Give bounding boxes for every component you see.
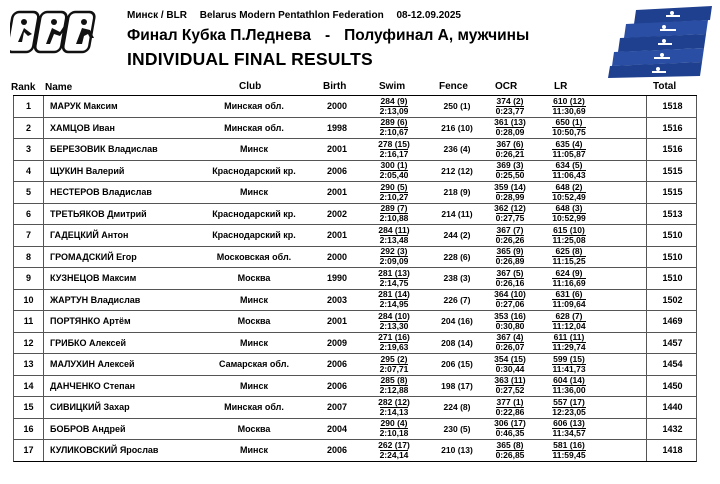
- swim-cell: [366, 96, 422, 117]
- total-points: 1418: [646, 440, 698, 461]
- birth-year: 2000: [326, 251, 348, 262]
- swim-points: 292 (3): [380, 246, 408, 257]
- swim-cell: [366, 225, 422, 246]
- total-points: 1516: [646, 139, 698, 160]
- ocr-cell: [484, 182, 536, 203]
- lr-points: 557 (17): [553, 396, 585, 407]
- total-points: 1440: [646, 397, 698, 418]
- swim-cell: [366, 290, 422, 311]
- lr-time: 11:41,73: [552, 363, 586, 374]
- club-cell: Самарская обл.: [219, 359, 289, 370]
- ocr-cell: [484, 268, 536, 289]
- table-row: [13, 268, 697, 290]
- ocr-points: 369 (3): [496, 160, 524, 171]
- table-row: [13, 204, 697, 226]
- ocr-points: 361 (13): [494, 117, 526, 128]
- lr-points: 611 (11): [553, 332, 585, 343]
- athlete-name: ДАНЧЕНКО Степан: [50, 380, 136, 391]
- page-title: INDIVIDUAL FINAL RESULTS: [127, 49, 373, 69]
- fence-points: 212 (12): [441, 165, 473, 176]
- col-total: Total: [653, 81, 677, 92]
- lr-time: 11:34,57: [552, 428, 586, 439]
- ocr-points: 359 (14): [494, 181, 526, 192]
- ocr-cell: [484, 419, 536, 440]
- athlete-name: ГРОМАДСКИЙ Егор: [50, 251, 137, 262]
- swim-points: 284 (9): [380, 95, 408, 106]
- club-cell: Минск: [240, 187, 268, 198]
- lr-points: 604 (14): [553, 375, 585, 386]
- athlete-name: БОБРОВ Андрей: [50, 423, 126, 434]
- ocr-time: 0:26,16: [495, 277, 525, 288]
- table-row: [13, 354, 697, 376]
- lr-cell: [540, 333, 598, 354]
- birth-year: 2006: [326, 445, 348, 456]
- ocr-time: 0:22,86: [495, 406, 525, 417]
- lr-cell: [540, 354, 598, 375]
- ocr-cell: [484, 333, 536, 354]
- lr-points: 615 (10): [553, 224, 585, 235]
- swim-points: 278 (15): [378, 138, 410, 149]
- swim-points: 295 (2): [380, 353, 408, 364]
- col-lr: LR: [554, 81, 568, 92]
- ocr-time: 0:26,21: [495, 148, 525, 159]
- swim-points: 262 (17): [378, 439, 410, 450]
- table-row: [13, 247, 697, 269]
- col-club: Club: [239, 81, 262, 92]
- ocr-time: 0:27,75: [495, 213, 525, 224]
- ocr-cell: [484, 376, 536, 397]
- event-dates: 08-12.09.2025: [396, 10, 461, 21]
- lr-time: 12:23,05: [552, 406, 586, 417]
- swim-time: 2:14,95: [379, 299, 409, 310]
- total-points: 1516: [646, 118, 698, 139]
- swim-cell: [366, 139, 422, 160]
- ocr-cell: [484, 118, 536, 139]
- competition-title: [127, 27, 529, 45]
- birth-year: 2006: [326, 380, 348, 391]
- ocr-points: 362 (12): [494, 203, 526, 214]
- ocr-time: 0:30,44: [495, 363, 525, 374]
- rank-cell: 17: [14, 440, 44, 461]
- total-points: 1454: [646, 354, 698, 375]
- swim-cell: [366, 419, 422, 440]
- lr-points: 631 (6): [555, 289, 583, 300]
- swim-cell: [366, 354, 422, 375]
- ocr-points: 367 (6): [496, 138, 524, 149]
- competition-name: Финал Кубка П.Леднева: [127, 27, 311, 44]
- rank-cell: 6: [14, 204, 44, 225]
- lr-time: 11:05,87: [552, 148, 586, 159]
- birth-year: 2001: [326, 230, 348, 241]
- ocr-points: 364 (10): [494, 289, 526, 300]
- athlete-name: МАРУК Максим: [50, 101, 118, 112]
- ocr-time: 0:23,77: [495, 105, 525, 116]
- total-points: 1457: [646, 333, 698, 354]
- total-points: 1502: [646, 290, 698, 311]
- lr-points: 628 (7): [555, 310, 583, 321]
- swim-time: 2:12,88: [379, 385, 409, 396]
- rank-cell: 4: [14, 161, 44, 182]
- ocr-time: 0:30,80: [495, 320, 525, 331]
- birth-year: 2001: [326, 316, 348, 327]
- swim-time: 2:14,75: [379, 277, 409, 288]
- lr-time: 11:09,64: [552, 299, 586, 310]
- total-points: 1518: [646, 96, 698, 117]
- ocr-points: 365 (8): [496, 439, 524, 450]
- lr-points: 581 (16): [553, 439, 585, 450]
- swim-points: 281 (14): [378, 289, 410, 300]
- fence-points: 206 (15): [441, 359, 473, 370]
- lr-time: 10:52,49: [552, 191, 586, 202]
- total-points: 1510: [646, 225, 698, 246]
- swim-points: 271 (16): [378, 332, 410, 343]
- ocr-time: 0:26,85: [495, 449, 525, 460]
- lr-cell: [540, 268, 598, 289]
- fence-points: 226 (7): [443, 294, 471, 305]
- fence-points: 214 (11): [441, 208, 473, 219]
- rank-cell: 8: [14, 247, 44, 268]
- club-cell: Минская обл.: [224, 101, 284, 112]
- lr-points: 648 (3): [555, 203, 583, 214]
- lr-cell: [540, 182, 598, 203]
- fence-points: 218 (9): [443, 187, 471, 198]
- ocr-points: 353 (16): [494, 310, 526, 321]
- col-ocr: OCR: [495, 81, 518, 92]
- ocr-cell: [484, 161, 536, 182]
- table-row: [13, 333, 697, 355]
- table-row: [13, 139, 697, 161]
- competition-stage: Полуфинал А, мужчины: [344, 27, 530, 44]
- swim-time: 2:05,40: [379, 170, 409, 181]
- fence-points: 208 (14): [441, 337, 473, 348]
- club-cell: Краснодарский кр.: [212, 230, 296, 241]
- fence-points: 236 (4): [443, 144, 471, 155]
- club-cell: Краснодарский кр.: [212, 165, 296, 176]
- table-row: [13, 161, 697, 183]
- ocr-cell: [484, 397, 536, 418]
- fence-points: 250 (1): [443, 101, 471, 112]
- total-points: 1510: [646, 268, 698, 289]
- ocr-points: 354 (15): [494, 353, 526, 364]
- ocr-time: 0:27,52: [495, 385, 525, 396]
- swim-time: 2:07,71: [379, 363, 409, 374]
- athlete-name: ПОРТЯНКО Артём: [50, 316, 131, 327]
- club-cell: Московская обл.: [216, 251, 292, 262]
- swim-time: 2:10,67: [379, 127, 409, 138]
- ocr-cell: [484, 204, 536, 225]
- fence-points: 204 (16): [441, 316, 473, 327]
- total-points: 1510: [646, 247, 698, 268]
- ocr-cell: [484, 96, 536, 117]
- fence-points: 216 (10): [441, 122, 473, 133]
- club-cell: Москва: [237, 316, 271, 327]
- athlete-name: КУЛИКОВСКИЙ Ярослав: [50, 445, 159, 456]
- swim-cell: [366, 376, 422, 397]
- rank-cell: 1: [14, 96, 44, 117]
- ocr-time: 0:27,06: [495, 299, 525, 310]
- swim-points: 281 (13): [378, 267, 410, 278]
- ocr-time: 0:26,07: [495, 342, 525, 353]
- club-cell: Минская обл.: [224, 402, 284, 413]
- athlete-name: КУЗНЕЦОВ Максим: [50, 273, 137, 284]
- table-row: [13, 376, 697, 398]
- swim-points: 289 (7): [380, 203, 408, 214]
- ocr-points: 367 (7): [496, 224, 524, 235]
- swim-cell: [366, 311, 422, 332]
- ocr-time: 0:25,50: [495, 170, 525, 181]
- ocr-points: 377 (1): [496, 396, 524, 407]
- athlete-name: ЖАРТУН Владислав: [50, 294, 141, 305]
- rank-cell: 12: [14, 333, 44, 354]
- swim-cell: [366, 204, 422, 225]
- athlete-name: ХАМЦОВ Иван: [50, 122, 115, 133]
- table-row: [13, 182, 697, 204]
- lr-cell: [540, 247, 598, 268]
- swim-cell: [366, 247, 422, 268]
- lr-cell: [540, 118, 598, 139]
- fence-points: 230 (5): [443, 423, 471, 434]
- fence-points: 228 (6): [443, 251, 471, 262]
- athlete-name: БЕРЕЗОВИК Владислав: [50, 144, 158, 155]
- lr-time: 11:36,00: [552, 385, 586, 396]
- swim-time: 2:10,27: [379, 191, 409, 202]
- ocr-time: 0:28,09: [495, 127, 525, 138]
- swim-cell: [366, 333, 422, 354]
- lr-cell: [540, 290, 598, 311]
- rank-cell: 11: [14, 311, 44, 332]
- swim-points: 285 (8): [380, 375, 408, 386]
- lr-time: 11:30,69: [552, 105, 586, 116]
- club-cell: Минск: [240, 294, 268, 305]
- swim-time: 2:16,17: [379, 148, 409, 159]
- total-points: 1515: [646, 161, 698, 182]
- rank-cell: 13: [14, 354, 44, 375]
- swim-cell: [366, 440, 422, 461]
- birth-year: 2009: [326, 337, 348, 348]
- lr-time: 11:16,69: [552, 277, 586, 288]
- club-cell: Минск: [240, 337, 268, 348]
- ocr-cell: [484, 247, 536, 268]
- lr-cell: [540, 161, 598, 182]
- lr-cell: [540, 311, 598, 332]
- swim-points: 284 (10): [378, 310, 410, 321]
- ocr-cell: [484, 290, 536, 311]
- table-row: [13, 225, 697, 247]
- club-cell: Минск: [240, 144, 268, 155]
- club-cell: Минск: [240, 380, 268, 391]
- ocr-cell: [484, 225, 536, 246]
- fence-points: 244 (2): [443, 230, 471, 241]
- rank-cell: 3: [14, 139, 44, 160]
- birth-year: 2003: [326, 294, 348, 305]
- rank-cell: 16: [14, 419, 44, 440]
- swim-time: 2:10,18: [379, 428, 409, 439]
- lr-time: 10:50,75: [552, 127, 586, 138]
- col-rank: Rank: [11, 82, 36, 93]
- rank-cell: 7: [14, 225, 44, 246]
- athlete-name: НЕСТЕРОВ Владислав: [50, 187, 152, 198]
- swim-cell: [366, 268, 422, 289]
- col-fence: Fence: [439, 81, 468, 92]
- lr-points: 606 (13): [553, 418, 585, 429]
- event-location: Минск / BLR: [127, 10, 187, 21]
- total-points: 1515: [646, 182, 698, 203]
- lr-cell: [540, 204, 598, 225]
- birth-year: 1998: [326, 122, 348, 133]
- ocr-time: 0:28,99: [495, 191, 525, 202]
- total-points: 1513: [646, 204, 698, 225]
- rank-cell: 15: [14, 397, 44, 418]
- lr-time: 11:15,25: [552, 256, 586, 267]
- table-row: [13, 118, 697, 140]
- event-meta: [127, 10, 471, 21]
- total-points: 1469: [646, 311, 698, 332]
- lr-points: 650 (1): [555, 117, 583, 128]
- ocr-points: 363 (11): [494, 375, 526, 386]
- swim-cell: [366, 182, 422, 203]
- table-row: [13, 96, 697, 118]
- athlete-name: СИВИЦКИЙ Захар: [50, 402, 130, 413]
- lr-points: 635 (4): [555, 138, 583, 149]
- lr-time: 11:12,04: [552, 320, 586, 331]
- lr-cell: [540, 225, 598, 246]
- club-cell: Москва: [237, 273, 271, 284]
- swim-points: 290 (4): [380, 418, 408, 429]
- birth-year: 2000: [326, 101, 348, 112]
- swim-time: 2:19,63: [379, 342, 409, 353]
- lr-points: 634 (5): [555, 160, 583, 171]
- swim-time: 2:13,30: [379, 320, 409, 331]
- title-separator: -: [324, 27, 331, 44]
- col-swim: Swim: [379, 81, 406, 92]
- birth-year: 2006: [326, 359, 348, 370]
- swim-time: 2:14,13: [379, 406, 409, 417]
- table-header: [13, 79, 697, 95]
- athlete-name: ГАДЕЦКИЙ Антон: [50, 230, 129, 241]
- pentathlon-sports-logo: [10, 8, 110, 60]
- lr-cell: [540, 376, 598, 397]
- ocr-points: 365 (9): [496, 246, 524, 257]
- table-row: [13, 419, 697, 441]
- swim-cell: [366, 118, 422, 139]
- swim-points: 282 (12): [378, 396, 410, 407]
- club-cell: Минск: [240, 445, 268, 456]
- swim-cell: [366, 397, 422, 418]
- rank-cell: 10: [14, 290, 44, 311]
- fence-points: 210 (13): [441, 445, 473, 456]
- athlete-name: ГРИБКО Алексей: [50, 337, 127, 348]
- ocr-points: 367 (4): [496, 332, 524, 343]
- rank-cell: 5: [14, 182, 44, 203]
- lr-points: 648 (2): [555, 181, 583, 192]
- swim-points: 284 (11): [378, 224, 410, 235]
- club-cell: Москва: [237, 423, 271, 434]
- ocr-cell: [484, 354, 536, 375]
- swim-points: 290 (5): [380, 181, 408, 192]
- swim-cell: [366, 161, 422, 182]
- birth-year: 1990: [326, 273, 348, 284]
- ocr-cell: [484, 311, 536, 332]
- ocr-time: 0:26,89: [495, 256, 525, 267]
- table-row: [13, 290, 697, 312]
- lr-time: 11:59,45: [552, 449, 586, 460]
- athlete-name: ТРЕТЬЯКОВ Дмитрий: [50, 208, 147, 219]
- rank-cell: 2: [14, 118, 44, 139]
- ocr-time: 0:46,35: [495, 428, 525, 439]
- swim-time: 2:10,88: [379, 213, 409, 224]
- ocr-cell: [484, 440, 536, 461]
- birth-year: 2004: [326, 423, 348, 434]
- swim-time: 2:13,09: [379, 105, 409, 116]
- lr-time: 11:29,74: [552, 342, 586, 353]
- rank-cell: 14: [14, 376, 44, 397]
- lr-cell: [540, 96, 598, 117]
- swim-points: 300 (1): [380, 160, 408, 171]
- athlete-name: ЩУКИН Валерий: [50, 165, 125, 176]
- col-name: Name: [45, 82, 73, 93]
- lr-points: 599 (15): [553, 353, 585, 364]
- lr-points: 624 (9): [555, 267, 583, 278]
- club-cell: Краснодарский кр.: [212, 208, 296, 219]
- results-table: [13, 79, 697, 462]
- swim-time: 2:09,09: [379, 256, 409, 267]
- athlete-name: МАЛУХИН Алексей: [50, 359, 135, 370]
- birth-year: 2001: [326, 144, 348, 155]
- lr-points: 610 (12): [553, 95, 585, 106]
- swim-time: 2:24,14: [379, 449, 409, 460]
- birth-year: 2006: [326, 165, 348, 176]
- total-points: 1450: [646, 376, 698, 397]
- table-row: [13, 311, 697, 333]
- fence-points: 198 (17): [441, 380, 473, 391]
- federation-name: Belarus Modern Pentathlon Federation: [199, 10, 384, 21]
- lr-cell: [540, 440, 598, 461]
- lr-points: 625 (8): [555, 246, 583, 257]
- ocr-cell: [484, 139, 536, 160]
- birth-year: 2002: [326, 208, 348, 219]
- pentathlon-flag-logo: [606, 4, 716, 78]
- ocr-time: 0:26,26: [495, 234, 525, 245]
- rank-cell: 9: [14, 268, 44, 289]
- ocr-points: 306 (17): [494, 418, 526, 429]
- fence-points: 238 (3): [443, 273, 471, 284]
- birth-year: 2001: [326, 187, 348, 198]
- club-cell: Минская обл.: [224, 122, 284, 133]
- table-row: [13, 440, 697, 462]
- total-points: 1432: [646, 419, 698, 440]
- lr-cell: [540, 397, 598, 418]
- swim-points: 289 (6): [380, 117, 408, 128]
- lr-cell: [540, 419, 598, 440]
- ocr-points: 374 (2): [496, 95, 524, 106]
- lr-cell: [540, 139, 598, 160]
- table-body: [13, 95, 697, 462]
- ocr-points: 367 (5): [496, 267, 524, 278]
- swim-time: 2:13,48: [379, 234, 409, 245]
- lr-time: 10:52,99: [552, 213, 586, 224]
- fence-points: 224 (8): [443, 402, 471, 413]
- lr-time: 11:25,08: [552, 234, 586, 245]
- lr-time: 11:06,43: [552, 170, 586, 181]
- col-birth: Birth: [323, 81, 347, 92]
- birth-year: 2007: [326, 402, 348, 413]
- table-row: [13, 397, 697, 419]
